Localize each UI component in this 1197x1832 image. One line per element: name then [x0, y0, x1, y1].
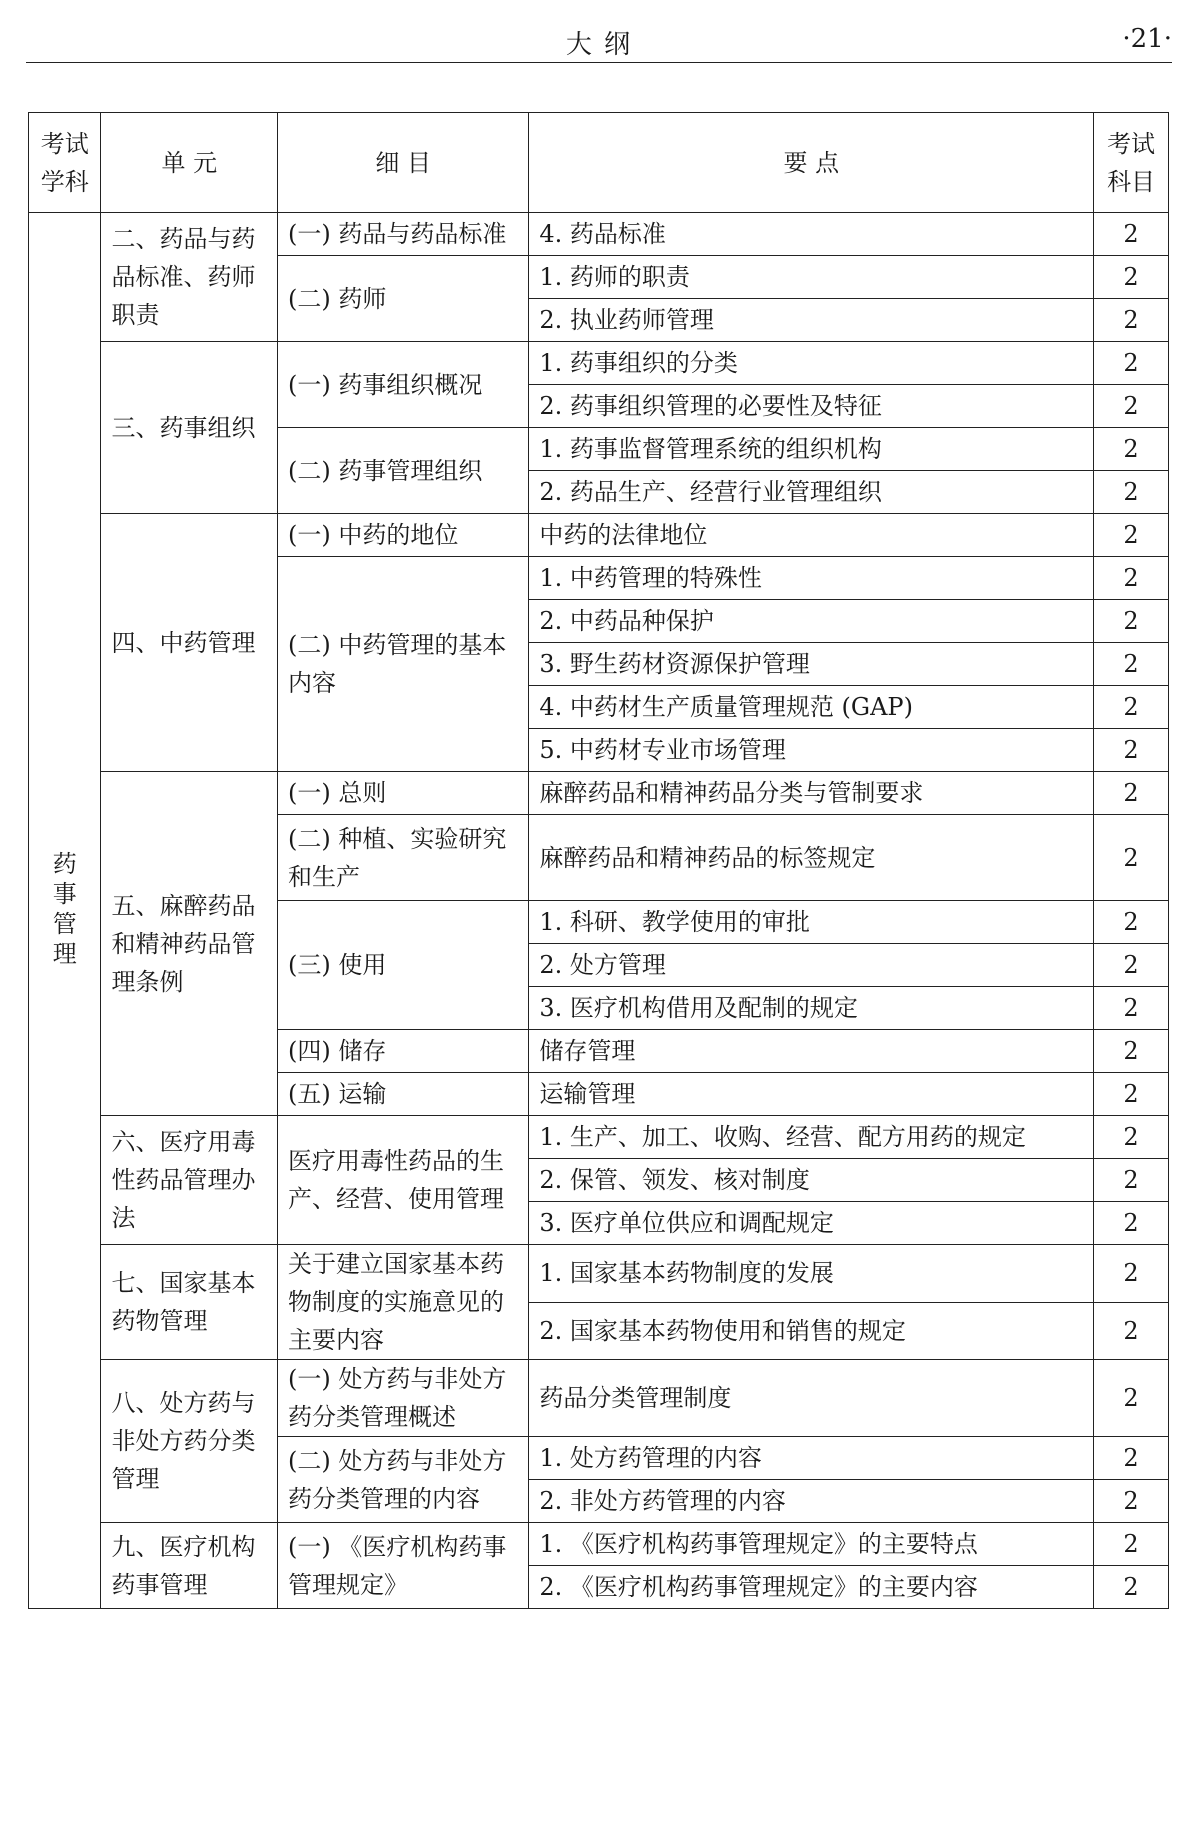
unit-cell: 二、药品与药品标准、药师职责	[101, 213, 278, 342]
page-header	[26, 18, 1172, 63]
detail-cell: 关于建立国家基本药物制度的实施意见的主要内容	[278, 1245, 529, 1360]
point-cell: 2. 非处方药管理的内容	[529, 1480, 1094, 1523]
point-cell: 1. 处方药管理的内容	[529, 1437, 1094, 1480]
table-row	[29, 1360, 1169, 1437]
detail-cell: (二) 药师	[278, 256, 529, 342]
point-cell: 1. 国家基本药物制度的发展	[529, 1245, 1094, 1303]
detail-cell: (五) 运输	[278, 1073, 529, 1116]
unit-cell: 三、药事组织	[101, 342, 278, 514]
exam-cell: 2	[1094, 1566, 1169, 1609]
page-number: ·21·	[1122, 24, 1172, 54]
table-row	[29, 1245, 1169, 1303]
header-subject: 考试学科	[29, 113, 101, 213]
point-cell: 1. 中药管理的特殊性	[529, 557, 1094, 600]
unit-cell: 六、医疗用毒性药品管理办法	[101, 1116, 278, 1245]
exam-cell: 2	[1094, 471, 1169, 514]
exam-cell: 2	[1094, 1523, 1169, 1566]
point-cell: 麻醉药品和精神药品的标签规定	[529, 815, 1094, 901]
exam-cell: 2	[1094, 1480, 1169, 1523]
detail-cell: (一) 《医疗机构药事管理规定》	[278, 1523, 529, 1609]
detail-cell: (一) 处方药与非处方药分类管理概述	[278, 1360, 529, 1437]
point-cell: 4. 中药材生产质量管理规范 (GAP)	[529, 686, 1094, 729]
exam-cell: 2	[1094, 1073, 1169, 1116]
exam-cell: 2	[1094, 299, 1169, 342]
exam-cell: 2	[1094, 428, 1169, 471]
exam-cell: 2	[1094, 815, 1169, 901]
detail-cell: (二) 处方药与非处方药分类管理的内容	[278, 1437, 529, 1523]
point-cell: 2. 《医疗机构药事管理规定》的主要内容	[529, 1566, 1094, 1609]
point-cell: 运输管理	[529, 1073, 1094, 1116]
exam-cell: 2	[1094, 944, 1169, 987]
table-row	[29, 772, 1169, 815]
exam-cell: 2	[1094, 514, 1169, 557]
detail-cell: 医疗用毒性药品的生产、经营、使用管理	[278, 1116, 529, 1245]
detail-cell: (二) 药事管理组织	[278, 428, 529, 514]
point-cell: 3. 医疗单位供应和调配规定	[529, 1202, 1094, 1245]
point-cell: 3. 野生药材资源保护管理	[529, 643, 1094, 686]
unit-cell: 七、国家基本药物管理	[101, 1245, 278, 1360]
exam-cell: 2	[1094, 342, 1169, 385]
exam-cell: 2	[1094, 1302, 1169, 1360]
table-row	[29, 514, 1169, 557]
exam-cell: 2	[1094, 557, 1169, 600]
point-cell: 3. 医疗机构借用及配制的规定	[529, 987, 1094, 1030]
header-unit: 单 元	[101, 113, 278, 213]
exam-cell: 2	[1094, 686, 1169, 729]
detail-cell: (三) 使用	[278, 901, 529, 1030]
unit-cell: 八、处方药与非处方药分类管理	[101, 1360, 278, 1523]
subject-cell	[29, 213, 101, 1609]
subject-label: 药事管理	[52, 849, 77, 968]
point-cell: 1. 药事监督管理系统的组织机构	[529, 428, 1094, 471]
point-cell: 1. 《医疗机构药事管理规定》的主要特点	[529, 1523, 1094, 1566]
exam-cell: 2	[1094, 1437, 1169, 1480]
exam-cell: 2	[1094, 901, 1169, 944]
exam-cell: 2	[1094, 600, 1169, 643]
table-row	[29, 213, 1169, 256]
point-cell: 2. 国家基本药物使用和销售的规定	[529, 1302, 1094, 1360]
exam-cell: 2	[1094, 1116, 1169, 1159]
point-cell: 中药的法律地位	[529, 514, 1094, 557]
point-cell: 1. 生产、加工、收购、经营、配方用药的规定	[529, 1116, 1094, 1159]
table-row	[29, 1523, 1169, 1566]
syllabus-table	[28, 112, 1169, 1609]
detail-cell: (二) 中药管理的基本内容	[278, 557, 529, 772]
unit-cell: 九、医疗机构药事管理	[101, 1523, 278, 1609]
detail-cell: (一) 中药的地位	[278, 514, 529, 557]
detail-cell: (一) 药事组织概况	[278, 342, 529, 428]
point-cell: 2. 中药品种保护	[529, 600, 1094, 643]
exam-cell: 2	[1094, 772, 1169, 815]
exam-cell: 2	[1094, 1030, 1169, 1073]
point-cell: 2. 执业药师管理	[529, 299, 1094, 342]
table-header-row	[29, 113, 1169, 213]
header-detail: 细 目	[278, 113, 529, 213]
exam-cell: 2	[1094, 385, 1169, 428]
point-cell: 5. 中药材专业市场管理	[529, 729, 1094, 772]
point-cell: 2. 保管、领发、核对制度	[529, 1159, 1094, 1202]
unit-cell: 四、中药管理	[101, 514, 278, 772]
header-exam: 考试科目	[1094, 113, 1169, 213]
exam-cell: 2	[1094, 213, 1169, 256]
point-cell: 2. 药事组织管理的必要性及特征	[529, 385, 1094, 428]
exam-cell: 2	[1094, 643, 1169, 686]
point-cell: 麻醉药品和精神药品分类与管制要求	[529, 772, 1094, 815]
header-points: 要 点	[529, 113, 1094, 213]
detail-cell: (二) 种植、实验研究和生产	[278, 815, 529, 901]
point-cell: 1. 药师的职责	[529, 256, 1094, 299]
point-cell: 2. 处方管理	[529, 944, 1094, 987]
detail-cell: (一) 药品与药品标准	[278, 213, 529, 256]
point-cell: 储存管理	[529, 1030, 1094, 1073]
exam-cell: 2	[1094, 1159, 1169, 1202]
exam-cell: 2	[1094, 1202, 1169, 1245]
table-row	[29, 342, 1169, 385]
point-cell: 药品分类管理制度	[529, 1360, 1094, 1437]
point-cell: 2. 药品生产、经营行业管理组织	[529, 471, 1094, 514]
point-cell: 1. 药事组织的分类	[529, 342, 1094, 385]
exam-cell: 2	[1094, 987, 1169, 1030]
table-row	[29, 1116, 1169, 1159]
point-cell: 1. 科研、教学使用的审批	[529, 901, 1094, 944]
exam-cell: 2	[1094, 1245, 1169, 1303]
exam-cell: 2	[1094, 256, 1169, 299]
exam-cell: 2	[1094, 729, 1169, 772]
point-cell: 4. 药品标准	[529, 213, 1094, 256]
exam-cell: 2	[1094, 1360, 1169, 1437]
unit-cell: 五、麻醉药品和精神药品管理条例	[101, 772, 278, 1116]
detail-cell: (四) 储存	[278, 1030, 529, 1073]
detail-cell: (一) 总则	[278, 772, 529, 815]
page-title: 大 纲	[565, 30, 633, 60]
